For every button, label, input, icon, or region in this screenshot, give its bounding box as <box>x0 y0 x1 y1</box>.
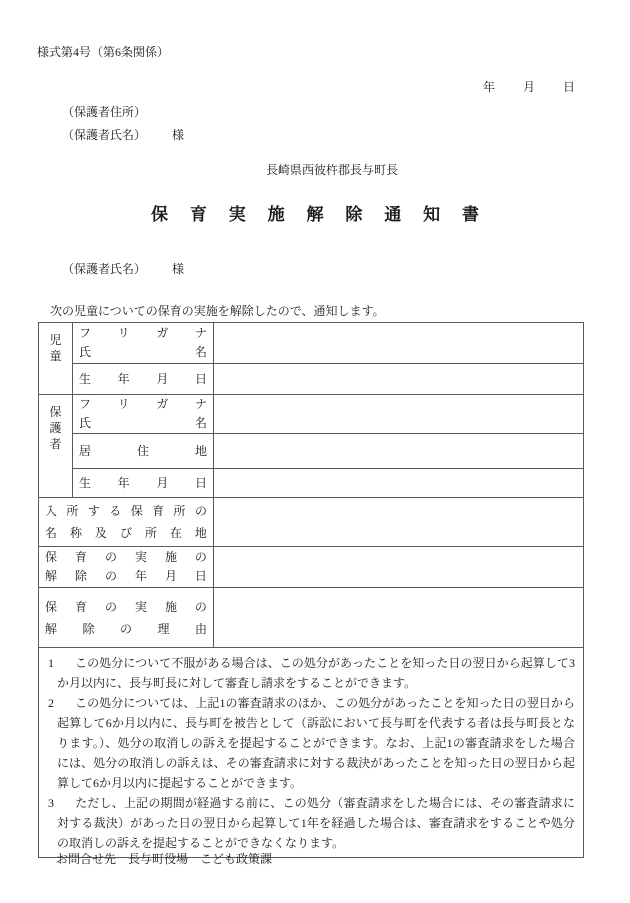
appeal-note-1 <box>39 653 575 693</box>
group-char: 童 <box>49 349 62 363</box>
guardian-birthdate-field <box>214 469 584 498</box>
guardian-address-label: （保護者住所） <box>62 105 147 119</box>
appeal-note-2 <box>39 693 575 793</box>
group-char: 保 <box>49 405 62 419</box>
child-birthdate-field <box>214 364 584 395</box>
cancellation-date-field <box>214 547 584 588</box>
table-row <box>39 364 584 395</box>
form-number: 様式第4号（第6条関係） <box>37 45 170 59</box>
cancellation-date-label: 保 育 の 実 施 の 解 除 の 年 月 日 <box>39 547 214 588</box>
table-row <box>39 498 584 547</box>
childcare-cancellation-table <box>38 322 584 858</box>
note-number: 2 <box>48 696 54 710</box>
table-row <box>39 469 584 498</box>
document-title-wrap <box>0 205 630 225</box>
table-row <box>39 395 584 434</box>
intro-text: 次の児童についての保育の実施を解除したので、通知します。 <box>50 304 385 318</box>
guardian-residence-label: 居 住 地 <box>73 434 214 469</box>
table-row-notes <box>39 648 584 858</box>
recipient-name-label: （保護者氏名） <box>62 262 147 276</box>
note-text: ただし、上記の期間が経過する前に、この処分（審査請求をした場合には、その審査請求に対する裁決）があった日の翌日から起算して1年を経過した場合は、審査請求をすることや処分の取消しの訴えを提起することができなくなります。 <box>57 796 575 850</box>
group-char: 護 <box>49 421 62 435</box>
guardian-honorific: 様 <box>172 128 185 142</box>
child-furigana-name-label: フ リ ガ ナ 氏 名 <box>73 323 214 364</box>
note-text: この処分について不服がある場合は、この処分があったことを知った日の翌日から起算して3か月以内に、長与町長に対して審査し請求をすることができます。 <box>57 656 575 690</box>
table-row <box>39 588 584 648</box>
daycare-name-address-label: 入 所 す る 保 育 所 の 名 称 及 び 所 在 地 <box>39 498 214 547</box>
issue-date-line: 年 月 日 <box>483 80 575 94</box>
child-birthdate-label: 生 年 月 日 <box>73 364 214 395</box>
group-header-child <box>39 323 73 395</box>
guardian-furigana-name-field <box>214 395 584 434</box>
appeal-note-3 <box>39 793 575 853</box>
table-row <box>39 547 584 588</box>
issuer-line: 長崎県西彼杵郡長与町長 <box>265 163 398 177</box>
note-number: 3 <box>48 796 54 810</box>
appeal-notes-cell <box>39 648 584 858</box>
note-number: 1 <box>48 656 54 670</box>
child-furigana-name-field <box>214 323 584 364</box>
recipient-honorific: 様 <box>172 262 185 276</box>
group-header-guardian <box>39 395 73 498</box>
guardian-furigana-name-label: フ リ ガ ナ 氏 名 <box>73 395 214 434</box>
cancellation-reason-label: 保 育 の 実 施 の 解 除 の 理 由 <box>39 588 214 648</box>
daycare-name-address-field <box>214 498 584 547</box>
contact-info: お問合せ先 長与町役場 こども政策課 <box>56 852 273 866</box>
table-row <box>39 434 584 469</box>
guardian-residence-field <box>214 434 584 469</box>
guardian-name-line <box>62 127 184 143</box>
group-char: 者 <box>49 437 62 451</box>
group-char: 児 <box>49 333 62 347</box>
guardian-name-label: （保護者氏名） <box>62 128 147 142</box>
document-title: 保 育 実 施 解 除 通 知 書 <box>151 205 479 224</box>
note-text: この処分については、上記1の審査請求のほか、この処分があったことを知った日の翌日から起算して6か月以内に、長与町を被告として（訴訟において長与町を代表する者は長与町長となります。）、処分の取消しの訴えを提起することができます。なお、上記1の審査請求をした場合には、処分の取消しの訴えは、その審査請求に対する裁決があったことを知った日の翌日から起算して6か月以内に提起することができます。 <box>57 696 575 790</box>
recipient-line <box>62 261 184 277</box>
guardian-birthdate-label: 生 年 月 日 <box>73 469 214 498</box>
table-row <box>39 323 584 364</box>
cancellation-reason-field <box>214 588 584 648</box>
